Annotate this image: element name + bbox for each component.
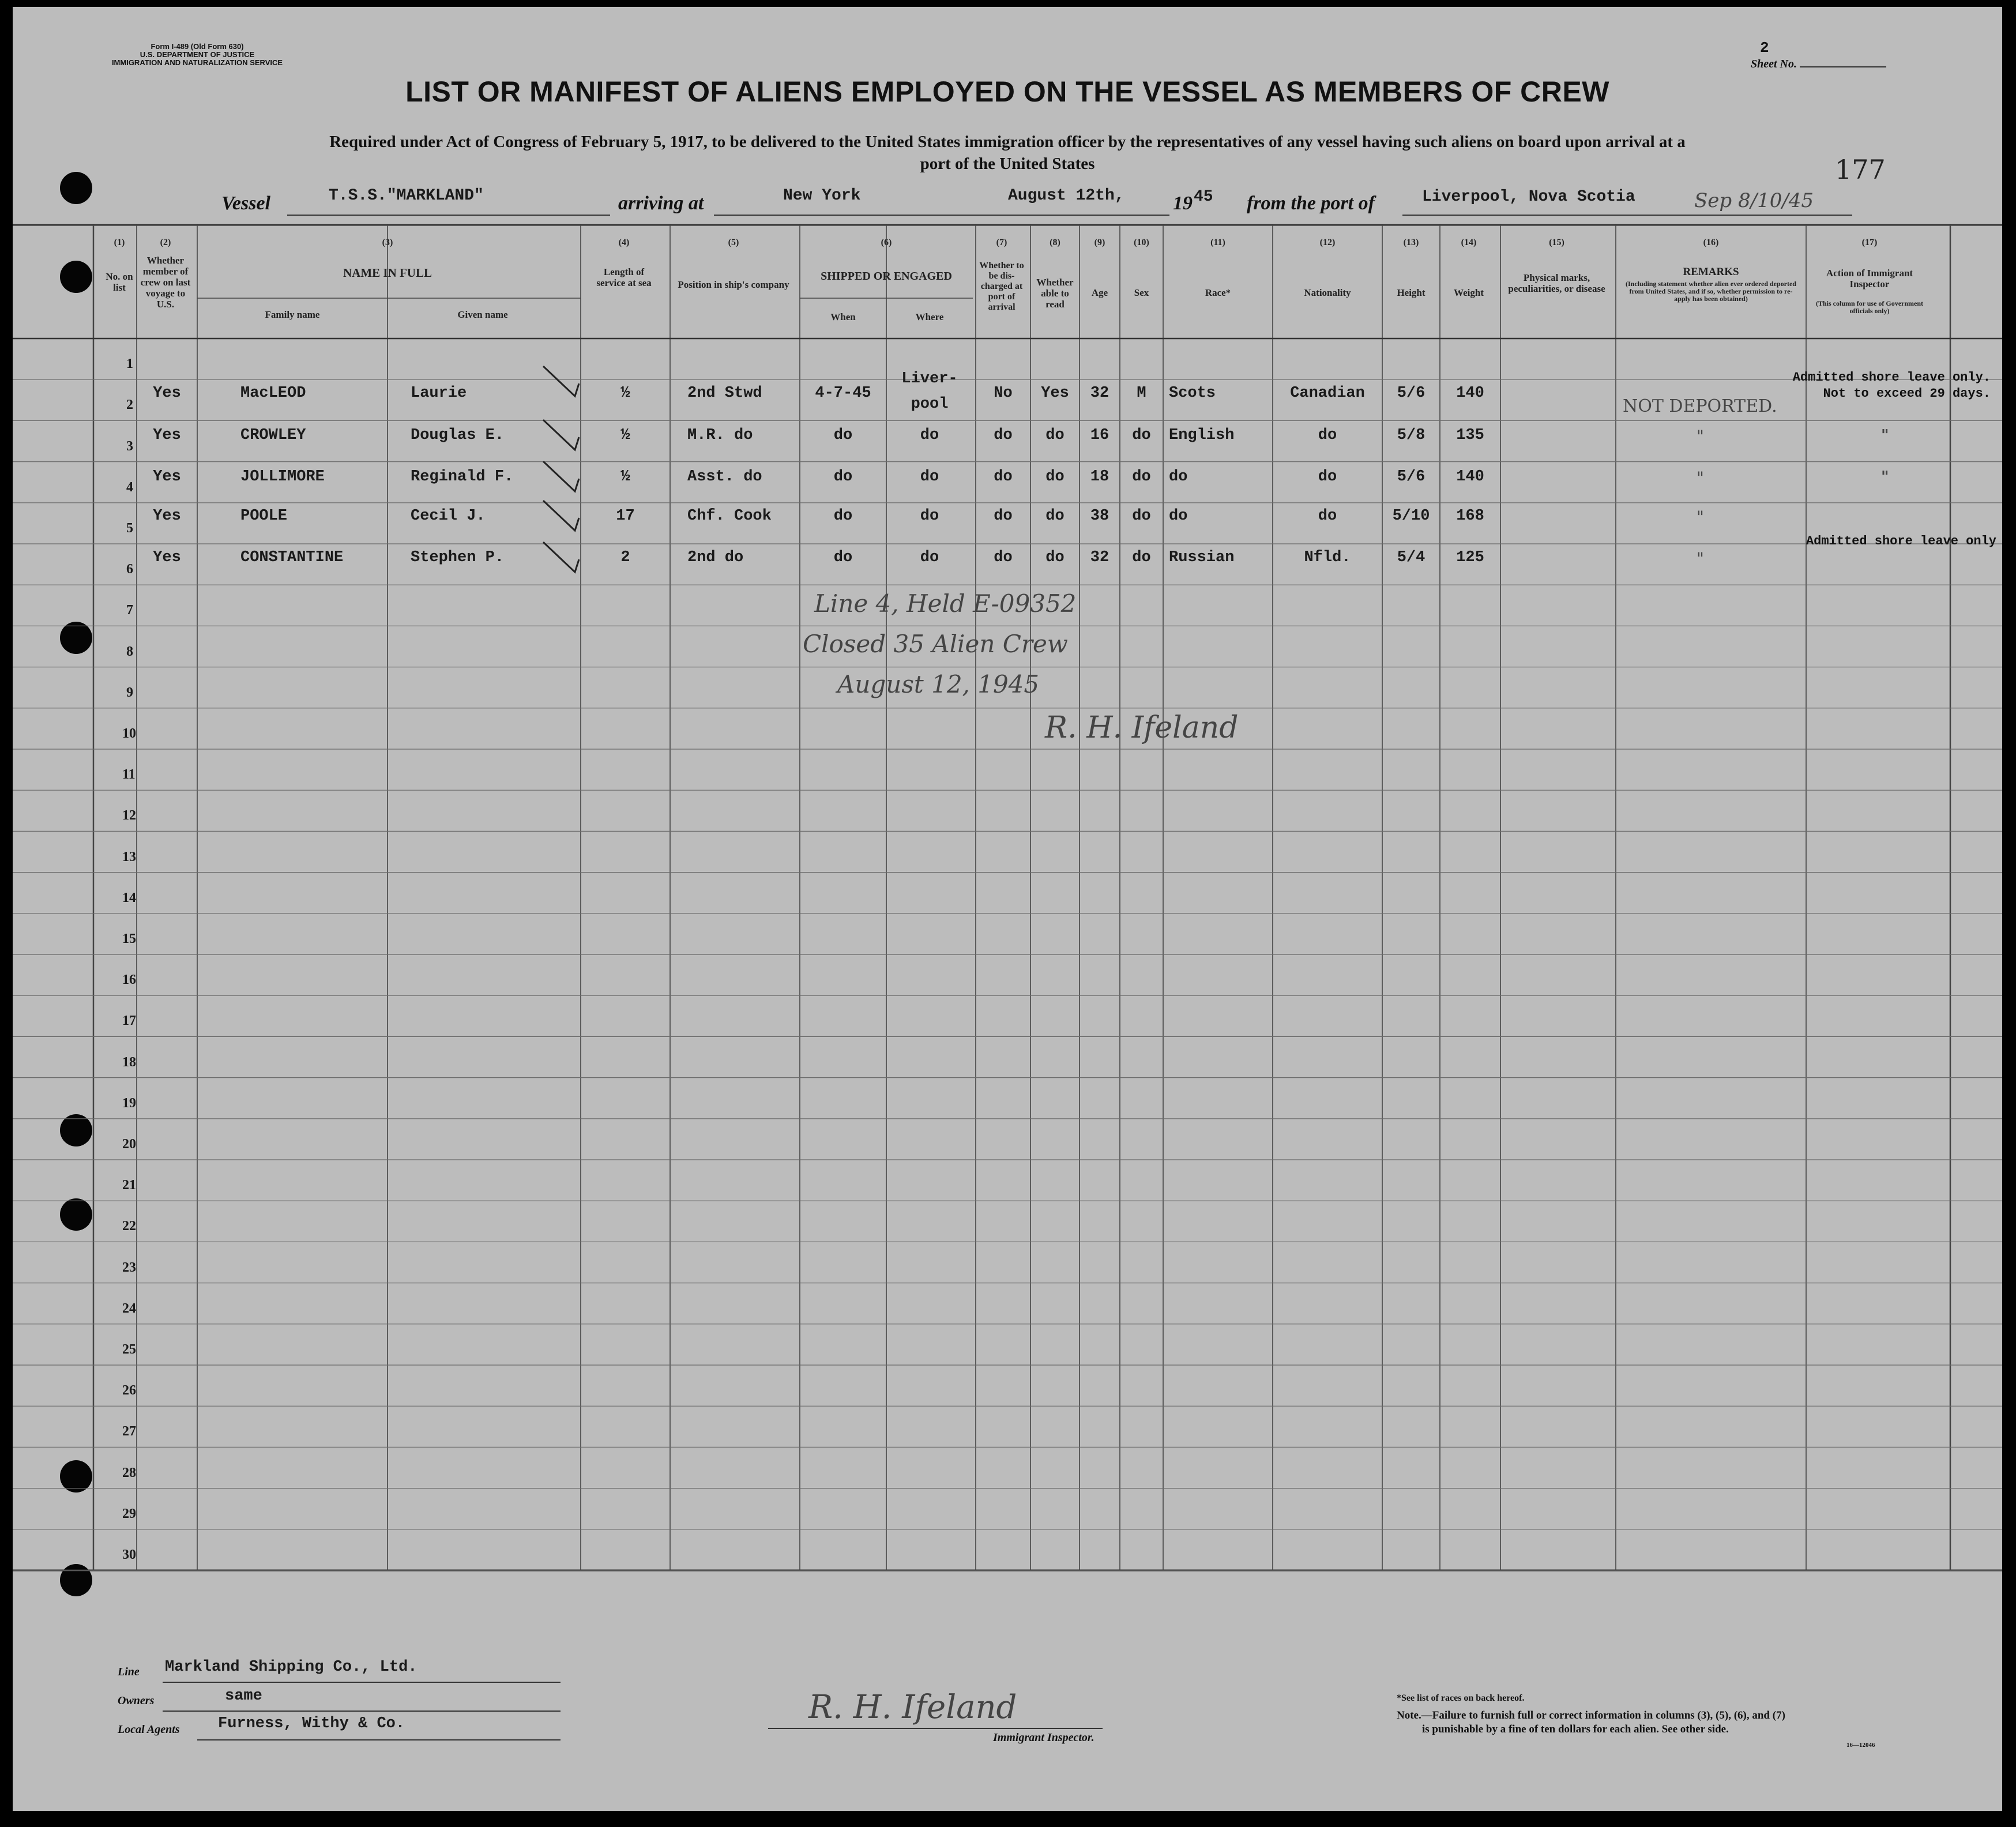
given-name-cell: Laurie bbox=[411, 385, 467, 402]
row-number: 12 bbox=[122, 808, 136, 824]
able-to-read-cell: do bbox=[1045, 468, 1065, 486]
discharge-cell: do bbox=[994, 468, 1013, 486]
height-cell: 5/8 bbox=[1397, 427, 1426, 444]
row-number: 14 bbox=[122, 890, 136, 905]
able-to-read-cell: do bbox=[1045, 427, 1065, 444]
col-header-height: Height bbox=[1397, 287, 1426, 298]
col-header-position: Position in ship's company bbox=[678, 279, 789, 290]
col-number: (15) bbox=[1549, 238, 1564, 247]
height-cell: 5/6 bbox=[1397, 385, 1426, 402]
col-header-where: Where bbox=[915, 311, 944, 322]
col-header-name: NAME IN FULL bbox=[343, 266, 432, 280]
remarks-cell: " bbox=[1697, 427, 1704, 446]
nationality-cell: Canadian bbox=[1290, 385, 1365, 402]
row-number: 2 bbox=[126, 397, 133, 413]
col-header-action: Action of Immigrant Inspector bbox=[1826, 268, 1913, 290]
col-header-prior-voyage: Whether member of crew on last voyage to U.S. bbox=[140, 255, 191, 310]
manifest-sheet bbox=[13, 7, 2002, 1811]
col-number: (8) bbox=[1050, 238, 1060, 247]
owners-value: same bbox=[225, 1687, 262, 1705]
col-number: (5) bbox=[728, 238, 739, 247]
col-number: (2) bbox=[160, 238, 171, 247]
nationality-cell: do bbox=[1318, 427, 1337, 444]
manifest-number: 177 bbox=[1835, 154, 1886, 185]
given-name-cell: Cecil J. bbox=[411, 507, 486, 525]
shipped-where-cell: do bbox=[920, 507, 939, 525]
row-number: 4 bbox=[126, 479, 133, 495]
row-number: 20 bbox=[122, 1137, 136, 1152]
col-number: (6) bbox=[881, 238, 892, 247]
weight-cell: 140 bbox=[1456, 385, 1484, 402]
annotation-line: Closed 35 Alien Crew bbox=[803, 630, 1068, 658]
arriving-port: New York bbox=[783, 187, 861, 205]
subtitle-line: port of the United States bbox=[920, 155, 1095, 173]
annotation-line: Line 4, Held E-09352 bbox=[814, 589, 1077, 618]
row-number: 17 bbox=[122, 1013, 136, 1029]
service-cell: ½ bbox=[620, 427, 630, 444]
height-cell: 5/6 bbox=[1397, 468, 1426, 486]
family-name-cell: POOLE bbox=[240, 507, 288, 525]
penalty-note: is punishable by a fine of ten dollars for each alien. See other side. bbox=[1422, 1723, 1729, 1735]
row-number: 11 bbox=[122, 767, 136, 783]
row-number: 1 bbox=[126, 356, 133, 372]
inspector-action-cell: " bbox=[1881, 427, 1889, 444]
prior-voyage-cell: Yes bbox=[153, 507, 181, 525]
row-number: 8 bbox=[126, 644, 133, 659]
nationality-cell: do bbox=[1318, 468, 1337, 486]
shipped-where-cell: do bbox=[920, 427, 939, 444]
weight-cell: 125 bbox=[1456, 549, 1484, 566]
age-cell: 18 bbox=[1090, 468, 1109, 486]
prior-voyage-cell: Yes bbox=[153, 549, 181, 566]
service-cell: ½ bbox=[620, 468, 630, 486]
arrival-date: August 12th, bbox=[1008, 187, 1124, 205]
row-number: 5 bbox=[126, 521, 133, 536]
check-mark bbox=[543, 501, 579, 531]
race-cell: English bbox=[1169, 427, 1235, 444]
remarks-cell: " bbox=[1697, 468, 1704, 487]
check-mark bbox=[543, 542, 579, 572]
col-header-length-of-service: Length of service at sea bbox=[596, 266, 652, 288]
height-cell: 5/4 bbox=[1397, 549, 1426, 566]
age-cell: 38 bbox=[1090, 507, 1109, 525]
sex-cell: do bbox=[1132, 507, 1151, 525]
row-number: 21 bbox=[122, 1178, 136, 1193]
row-number: 16 bbox=[122, 972, 136, 988]
race-cell: do bbox=[1169, 468, 1188, 486]
nationality-cell: do bbox=[1318, 507, 1337, 525]
given-name-cell: Reginald F. bbox=[411, 468, 514, 486]
prior-voyage-cell: Yes bbox=[153, 427, 181, 444]
handwritten-date: Sep 8/10/45 bbox=[1694, 189, 1814, 212]
subtitle-line: Required under Act of Congress of February 5, 1917, to be delivered to the United States immigration officer by the representatives of any vessel having such aliens on board upon arrival at a bbox=[329, 133, 1686, 151]
penalty-note: Note.—Failure to furnish full or correct information in columns (3), (5), (6), and (7) bbox=[1397, 1709, 1785, 1721]
line-label: Line bbox=[118, 1666, 140, 1678]
able-to-read-cell: Yes bbox=[1041, 385, 1069, 402]
given-name-cell: Stephen P. bbox=[411, 549, 505, 566]
given-name-cell: Douglas E. bbox=[411, 427, 505, 444]
col-number: (16) bbox=[1703, 238, 1719, 247]
col-header-action-note: (This column for use of Government officials only) bbox=[1815, 299, 1924, 315]
shipped-where-cell: do bbox=[920, 468, 939, 486]
shipped-when-cell: 4-7-45 bbox=[815, 385, 871, 402]
age-cell: 32 bbox=[1090, 385, 1109, 402]
col-header-nationality: Nationality bbox=[1304, 287, 1351, 298]
races-note: *See list of races on back hereof. bbox=[1397, 1693, 1525, 1703]
service-cell: 2 bbox=[620, 549, 630, 566]
col-header-family-name: Family name bbox=[265, 309, 320, 320]
vessel-label: Vessel bbox=[221, 193, 270, 214]
arrival-year: 45 bbox=[1194, 188, 1213, 206]
col-number: (10) bbox=[1134, 238, 1149, 247]
col-header-weight: Weight bbox=[1454, 287, 1484, 298]
race-cell: Russian bbox=[1169, 549, 1235, 566]
service-cell: 17 bbox=[616, 507, 635, 525]
age-cell: 16 bbox=[1090, 427, 1109, 444]
sex-cell: do bbox=[1132, 549, 1151, 566]
discharge-cell: do bbox=[994, 427, 1013, 444]
col-number: (1) bbox=[114, 238, 125, 247]
position-cell: M.R. do bbox=[687, 427, 753, 444]
col-number: (12) bbox=[1319, 238, 1336, 247]
service-cell: ½ bbox=[620, 385, 630, 402]
row-number: 7 bbox=[126, 603, 133, 618]
col-header-remarks-note: (Including statement whether alien ever ordered deported from United States, and if so, whether permission to re-apply has been obtained) bbox=[1626, 280, 1796, 303]
prior-voyage-cell: Yes bbox=[153, 385, 181, 402]
row-number: 26 bbox=[122, 1383, 136, 1399]
form-code: 16—12046 bbox=[1846, 1742, 1875, 1749]
year-prefix: 19 bbox=[1173, 193, 1193, 214]
col-header-given-name: Given name bbox=[457, 309, 508, 320]
remarks-cell: NOT DEPORTED. bbox=[1623, 396, 1777, 416]
col-number: (4) bbox=[618, 238, 630, 247]
row-number: 25 bbox=[122, 1342, 136, 1357]
row-number: 9 bbox=[126, 685, 133, 700]
row-number: 13 bbox=[122, 849, 136, 864]
sheet-number: 2 bbox=[1760, 39, 1769, 57]
col-header-when: When bbox=[830, 311, 856, 322]
remarks-cell: " bbox=[1697, 549, 1704, 568]
shipped-when-cell: do bbox=[833, 507, 853, 525]
inspector-action-cell: Admitted shore leave only. Not to exceed 29 days. bbox=[1792, 370, 1991, 401]
sheet-label: Sheet No. bbox=[1751, 58, 1797, 70]
row-number: 24 bbox=[122, 1300, 136, 1316]
agents-label: Local Agents bbox=[118, 1723, 180, 1736]
footer-inspector-signature: R. H. Ifeland bbox=[808, 1689, 1017, 1726]
shipped-where-cell: do bbox=[920, 549, 939, 566]
col-header-physical-marks: Physical marks, peculiarities, or disease bbox=[1508, 272, 1605, 294]
departure-port: Liverpool, Nova Scotia bbox=[1422, 188, 1635, 206]
inspector-action-cell: Admitted shore leave only bbox=[1806, 534, 1996, 548]
position-cell: 2nd do bbox=[687, 549, 744, 566]
weight-cell: 140 bbox=[1456, 468, 1484, 486]
age-cell: 32 bbox=[1090, 549, 1109, 566]
discharge-cell: do bbox=[994, 507, 1013, 525]
shipping-line: Markland Shipping Co., Ltd. bbox=[165, 1659, 418, 1676]
col-header-race: Race* bbox=[1205, 287, 1231, 298]
inspector-action-cell: " bbox=[1881, 468, 1889, 486]
page-title: LIST OR MANIFEST OF ALIENS EMPLOYED ON THE VESSEL AS MEMBERS OF CREW bbox=[405, 76, 1609, 108]
col-header-sex: Sex bbox=[1134, 287, 1149, 298]
form-id-line: U.S. DEPARTMENT OF JUSTICE bbox=[140, 50, 255, 59]
prior-voyage-cell: Yes bbox=[153, 468, 181, 486]
col-number: (13) bbox=[1403, 238, 1419, 247]
shipped-where-cell: Liver-pool bbox=[901, 370, 958, 413]
family-name-cell: CROWLEY bbox=[240, 427, 306, 444]
vessel-name: T.S.S."MARKLAND" bbox=[329, 187, 484, 205]
position-cell: 2nd Stwd bbox=[687, 385, 762, 402]
weight-cell: 135 bbox=[1456, 427, 1484, 444]
col-number: (17) bbox=[1861, 238, 1878, 247]
shipped-when-cell: do bbox=[833, 468, 853, 486]
check-mark bbox=[543, 461, 579, 491]
col-number: (11) bbox=[1210, 238, 1225, 247]
position-cell: Asst. do bbox=[687, 468, 762, 486]
able-to-read-cell: do bbox=[1045, 507, 1065, 525]
col-header-age: Age bbox=[1091, 287, 1108, 298]
race-cell: do bbox=[1169, 507, 1188, 525]
from-port-label: from the port of bbox=[1247, 193, 1375, 214]
row-number: 19 bbox=[122, 1095, 136, 1111]
local-agents: Furness, Withy & Co. bbox=[218, 1715, 405, 1732]
row-number: 28 bbox=[122, 1465, 136, 1480]
race-cell: Scots bbox=[1169, 385, 1216, 402]
row-number: 3 bbox=[126, 438, 133, 454]
arriving-label: arriving at bbox=[618, 193, 704, 214]
sex-cell: do bbox=[1132, 468, 1151, 486]
col-header-able-to-read: Whether able to read bbox=[1036, 277, 1074, 310]
row-number: 27 bbox=[122, 1424, 136, 1439]
form-id-line: Form I-489 (Old Form 630) bbox=[151, 42, 244, 51]
col-number: (7) bbox=[996, 238, 1007, 247]
owners-label: Owners bbox=[118, 1694, 155, 1707]
inspector-signature: R. H. Ifeland bbox=[1045, 710, 1239, 745]
row-number: 30 bbox=[122, 1547, 136, 1562]
col-header-no: No. on list bbox=[106, 271, 133, 293]
row-number: 23 bbox=[122, 1260, 136, 1275]
col-header-remarks: REMARKS bbox=[1683, 266, 1739, 278]
shipped-when-cell: do bbox=[833, 427, 853, 444]
discharge-cell: do bbox=[994, 549, 1013, 566]
row-number: 22 bbox=[122, 1219, 136, 1234]
annotation-line: August 12, 1945 bbox=[837, 670, 1040, 698]
check-mark bbox=[543, 420, 579, 450]
col-number: (3) bbox=[382, 238, 393, 247]
row-number: 18 bbox=[122, 1054, 136, 1070]
col-number: (14) bbox=[1461, 238, 1477, 247]
able-to-read-cell: do bbox=[1045, 549, 1065, 566]
row-number: 6 bbox=[126, 562, 133, 577]
weight-cell: 168 bbox=[1456, 507, 1484, 525]
family-name-cell: JOLLIMORE bbox=[240, 468, 325, 486]
row-number: 10 bbox=[122, 726, 136, 741]
col-header-shipped: SHIPPED OR ENGAGED bbox=[821, 270, 952, 283]
height-cell: 5/10 bbox=[1392, 507, 1430, 525]
row-number: 15 bbox=[122, 931, 136, 946]
family-name-cell: MacLEOD bbox=[240, 385, 306, 402]
position-cell: Chf. Cook bbox=[687, 507, 772, 525]
col-header-discharge: Whether to be dis-charged at port of arrival bbox=[979, 261, 1024, 312]
inspector-label: Immigrant Inspector. bbox=[993, 1731, 1094, 1744]
sex-cell: M bbox=[1137, 385, 1146, 402]
family-name-cell: CONSTANTINE bbox=[240, 549, 344, 566]
check-mark bbox=[543, 366, 579, 396]
discharge-cell: No bbox=[994, 385, 1013, 402]
shipped-when-cell: do bbox=[833, 549, 853, 566]
form-id-line: IMMIGRATION AND NATURALIZATION SERVICE bbox=[111, 58, 283, 67]
nationality-cell: Nfld. bbox=[1304, 549, 1351, 566]
row-number: 29 bbox=[122, 1506, 136, 1521]
col-number: (9) bbox=[1094, 238, 1105, 247]
remarks-cell: " bbox=[1697, 507, 1704, 527]
sex-cell: do bbox=[1132, 427, 1151, 444]
